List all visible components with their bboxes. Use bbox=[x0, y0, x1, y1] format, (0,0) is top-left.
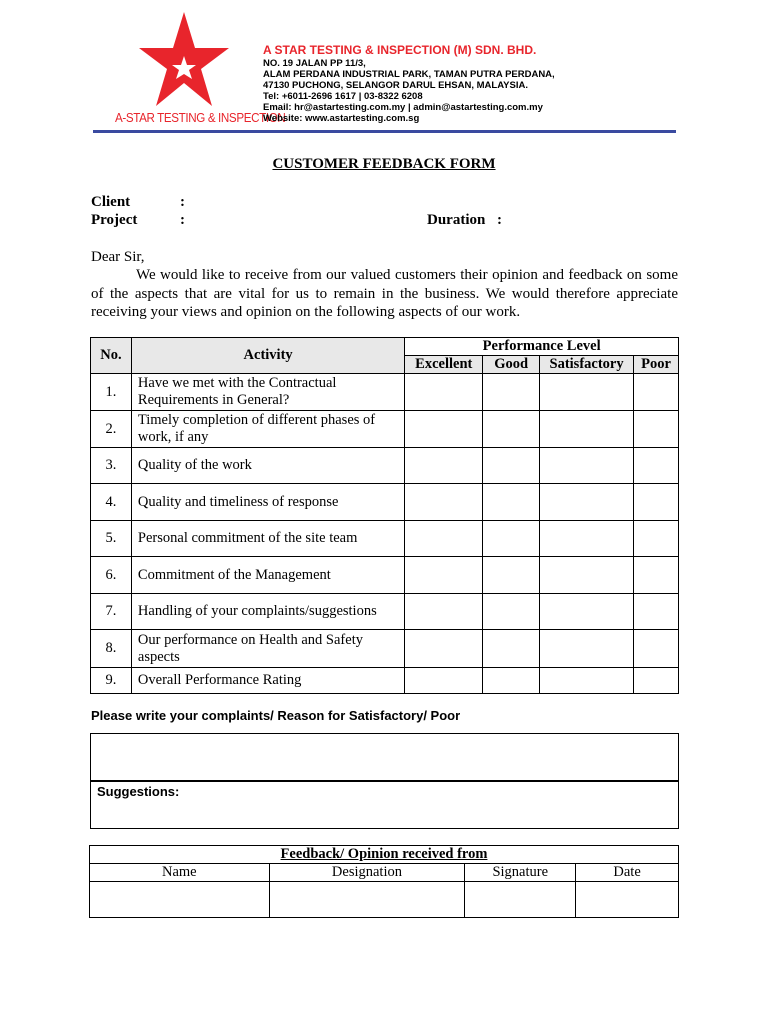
table-row bbox=[91, 668, 679, 694]
feedback-table bbox=[89, 845, 679, 918]
address-line-3: 47130 PUCHONG, SELANGOR DARUL EHSAN, MALAYSIA. bbox=[263, 80, 528, 91]
row-number: 2. bbox=[91, 411, 132, 448]
table-row bbox=[91, 411, 679, 448]
rating-cell-poor[interactable] bbox=[634, 374, 679, 411]
table-row bbox=[91, 484, 679, 521]
feedback-col-designation: Designation bbox=[269, 864, 465, 882]
rating-cell-good[interactable] bbox=[483, 630, 540, 668]
rating-cell-good[interactable] bbox=[483, 521, 540, 557]
complaints-input[interactable] bbox=[90, 733, 679, 781]
rating-cell-excellent[interactable] bbox=[405, 668, 483, 694]
rating-cell-excellent[interactable] bbox=[405, 557, 483, 594]
table-row bbox=[91, 594, 679, 630]
header-good: Good bbox=[483, 356, 540, 374]
rating-cell-good[interactable] bbox=[483, 374, 540, 411]
rating-cell-excellent[interactable] bbox=[405, 374, 483, 411]
form-title: CUSTOMER FEEDBACK FORM bbox=[272, 156, 496, 172]
rating-cell-poor[interactable] bbox=[634, 630, 679, 668]
header-poor: Poor bbox=[634, 356, 679, 374]
row-activity: Handling of your complaints/suggestions bbox=[131, 594, 404, 630]
designation-input[interactable] bbox=[269, 882, 465, 918]
rating-cell-poor[interactable] bbox=[634, 484, 679, 521]
client-colon: : bbox=[180, 194, 185, 210]
table-row bbox=[91, 374, 679, 411]
feedback-title: Feedback/ Opinion received from bbox=[90, 846, 679, 864]
rating-cell-poor[interactable] bbox=[634, 668, 679, 694]
header-satisfactory: Satisfactory bbox=[540, 356, 634, 374]
logo-text: A-STAR TESTING & INSPECTION bbox=[115, 111, 286, 125]
rating-cell-satisfactory[interactable] bbox=[540, 411, 634, 448]
name-input[interactable] bbox=[90, 882, 270, 918]
row-activity: Quality of the work bbox=[131, 448, 404, 484]
address-line-2: ALAM PERDANA INDUSTRIAL PARK, TAMAN PUTRA PERDANA, bbox=[263, 69, 555, 80]
rating-cell-excellent[interactable] bbox=[405, 411, 483, 448]
row-number: 4. bbox=[91, 484, 132, 521]
row-activity: Have we met with the Contractual Requirements in General? bbox=[131, 374, 404, 411]
complaints-label: Please write your complaints/ Reason for Satisfactory/ Poor bbox=[91, 708, 461, 723]
client-label: Client bbox=[91, 194, 131, 210]
rating-cell-satisfactory[interactable] bbox=[540, 521, 634, 557]
duration-label: Duration bbox=[427, 212, 486, 228]
rating-cell-excellent[interactable] bbox=[405, 521, 483, 557]
intro-paragraph: We would like to receive from our valued customers their opinion and feedback on some of the aspects that are vital for us to remain in the business. We would therefore appreciate receiving your views and opinion on the following aspects of our work. bbox=[91, 267, 678, 320]
rating-cell-poor[interactable] bbox=[634, 411, 679, 448]
rating-cell-poor[interactable] bbox=[634, 557, 679, 594]
row-number: 6. bbox=[91, 557, 132, 594]
rating-cell-poor[interactable] bbox=[634, 521, 679, 557]
row-activity: Quality and timeliness of response bbox=[131, 484, 404, 521]
rating-cell-excellent[interactable] bbox=[405, 630, 483, 668]
row-number: 1. bbox=[91, 374, 132, 411]
rating-cell-good[interactable] bbox=[483, 557, 540, 594]
header-activity: Activity bbox=[131, 338, 404, 374]
rating-cell-poor[interactable] bbox=[634, 594, 679, 630]
table-row bbox=[91, 448, 679, 484]
salutation: Dear Sir, bbox=[91, 249, 145, 265]
row-number: 3. bbox=[91, 448, 132, 484]
row-number: 8. bbox=[91, 630, 132, 668]
header-no: No. bbox=[91, 338, 132, 374]
rating-cell-satisfactory[interactable] bbox=[540, 630, 634, 668]
rating-cell-good[interactable] bbox=[483, 411, 540, 448]
row-activity: Timely completion of different phases of work, if any bbox=[131, 411, 404, 448]
rating-cell-satisfactory[interactable] bbox=[540, 668, 634, 694]
row-number: 9. bbox=[91, 668, 132, 694]
suggestions-label: Suggestions: bbox=[97, 784, 180, 799]
feedback-col-date: Date bbox=[576, 864, 679, 882]
company-name: A STAR TESTING & INSPECTION (M) SDN. BHD. bbox=[263, 43, 537, 57]
rating-cell-excellent[interactable] bbox=[405, 484, 483, 521]
rating-cell-excellent[interactable] bbox=[405, 594, 483, 630]
duration-colon: : bbox=[497, 212, 502, 228]
row-activity: Our performance on Health and Safety aspects bbox=[131, 630, 404, 668]
email: Email: hr@astartesting.com.my | admin@astartesting.com.my bbox=[263, 102, 543, 113]
header-excellent: Excellent bbox=[405, 356, 483, 374]
star-icon bbox=[138, 10, 230, 110]
project-colon: : bbox=[180, 212, 185, 228]
rating-cell-good[interactable] bbox=[483, 448, 540, 484]
signature-input[interactable] bbox=[465, 882, 576, 918]
rating-cell-excellent[interactable] bbox=[405, 448, 483, 484]
rating-cell-satisfactory[interactable] bbox=[540, 448, 634, 484]
feedback-col-signature: Signature bbox=[465, 864, 576, 882]
feedback-col-name: Name bbox=[90, 864, 270, 882]
table-row bbox=[91, 557, 679, 594]
row-activity: Overall Performance Rating bbox=[131, 668, 404, 694]
date-input[interactable] bbox=[576, 882, 679, 918]
row-number: 7. bbox=[91, 594, 132, 630]
row-activity: Commitment of the Management bbox=[131, 557, 404, 594]
rating-cell-good[interactable] bbox=[483, 484, 540, 521]
rating-cell-poor[interactable] bbox=[634, 448, 679, 484]
rating-cell-satisfactory[interactable] bbox=[540, 374, 634, 411]
header-performance-level: Performance Level bbox=[405, 338, 679, 356]
address-line-1: NO. 19 JALAN PP 11/3, bbox=[263, 58, 366, 69]
rating-cell-good[interactable] bbox=[483, 668, 540, 694]
website: Website: www.astartesting.com.sg bbox=[263, 113, 420, 124]
rating-cell-satisfactory[interactable] bbox=[540, 557, 634, 594]
row-activity: Personal commitment of the site team bbox=[131, 521, 404, 557]
table-row bbox=[91, 630, 679, 668]
table-row bbox=[91, 521, 679, 557]
performance-table bbox=[90, 337, 679, 694]
header-rule bbox=[93, 130, 676, 133]
row-number: 5. bbox=[91, 521, 132, 557]
rating-cell-good[interactable] bbox=[483, 594, 540, 630]
project-label: Project bbox=[91, 212, 138, 228]
telephone: Tel: +6011-2696 1617 | 03-8322 6208 bbox=[263, 91, 423, 102]
rating-cell-satisfactory[interactable] bbox=[540, 594, 634, 630]
rating-cell-satisfactory[interactable] bbox=[540, 484, 634, 521]
